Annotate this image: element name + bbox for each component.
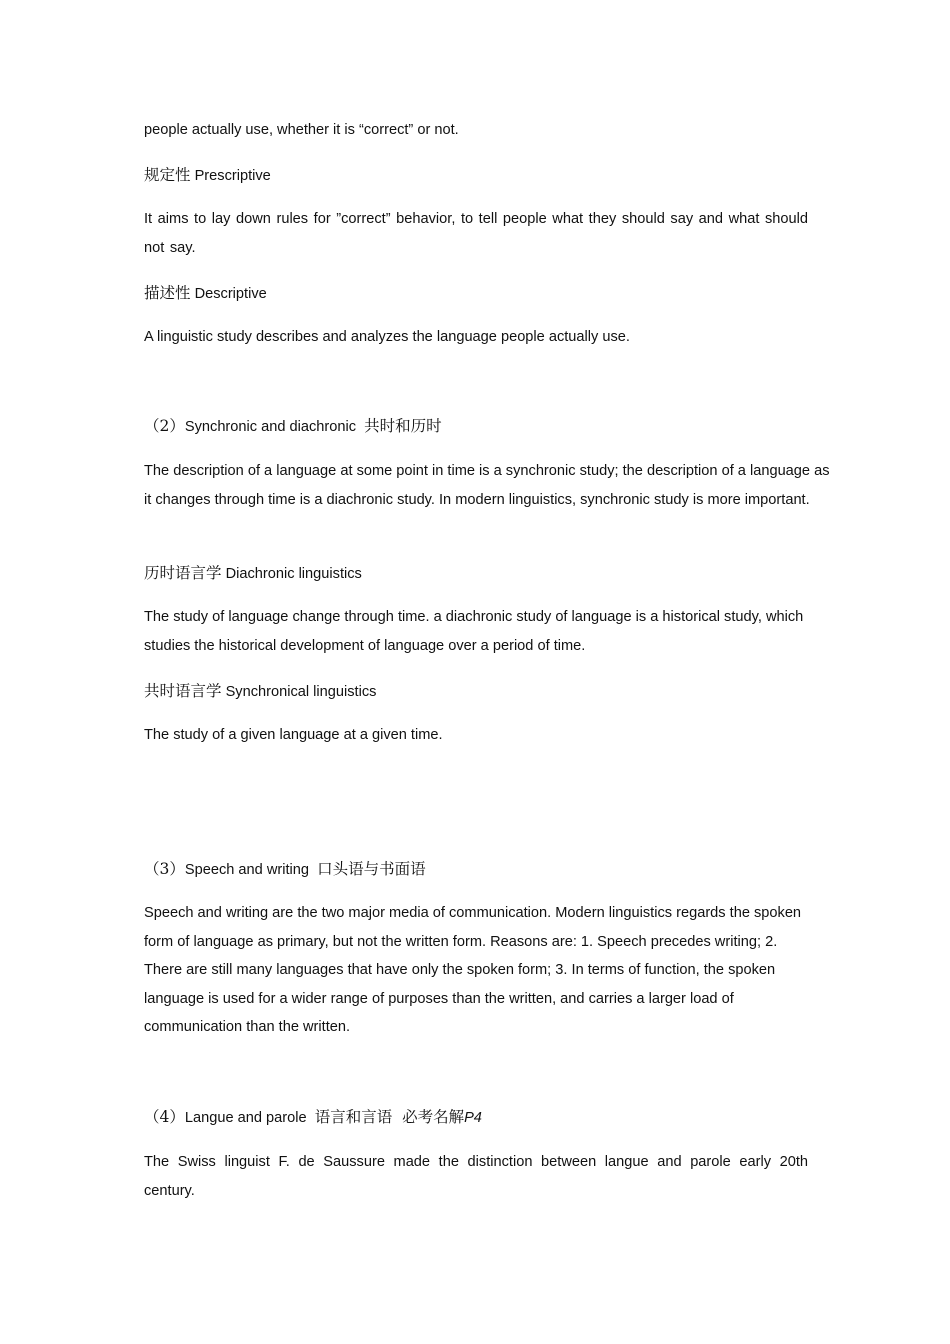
term-heading-synchronical [144, 677, 808, 707]
paragraph-speech-writing: Speech and writing are the two major media of communication. Modern linguistics regards the spoken form of language as primary, but not the written form. Reasons are: 1. Speech precedes writing; 2. There are still many languages that have only the spoken form; 3. In terms of function, the spoken language is used for a wider range of purposes than the written, and carries a larger load of communication than the written. [144, 905, 802, 1036]
term-en: Prescriptive [190, 168, 271, 184]
section-number: （3） [144, 860, 185, 878]
paragraph-synchronical: The study of a given language at a given time. [144, 727, 443, 743]
term-zh: 共时语言学 [144, 682, 222, 700]
term-zh: 规定性 [144, 166, 191, 184]
section-heading-4 [144, 1103, 808, 1133]
paragraph-continuation: people actually use, whether it is “correct” or not. [144, 122, 459, 138]
section-heading-2 [144, 412, 808, 442]
section-title-en: Synchronic and diachronic [184, 419, 365, 435]
term-en: Descriptive [190, 286, 267, 302]
section-number: （4） [144, 1108, 185, 1126]
paragraph-descriptive: A linguistic study describes and analyzes the language people actually use. [144, 329, 630, 345]
term-en: Synchronical linguistics [221, 684, 377, 700]
term-heading-descriptive [144, 279, 808, 309]
term-heading-prescriptive [144, 161, 808, 191]
section-title-zh: 语言和言语 必考名解 [314, 1108, 465, 1126]
term-zh: 描述性 [144, 284, 191, 302]
section-title-en: Langue and parole [184, 1110, 315, 1126]
section-number: （2） [144, 417, 185, 435]
paragraph-langue-parole: The Swiss linguist F. de Saussure made the distinction between langue and parole early 20th century. [144, 1154, 808, 1199]
paragraph-diachronic: The study of language change through time. a diachronic study of language is a historical study, which studies the historical development of language over a period of time. [144, 609, 804, 654]
term-en: Diachronic linguistics [221, 566, 362, 582]
page-reference: P4 [464, 1110, 482, 1126]
section-title-zh: 口头语与书面语 [317, 860, 426, 878]
term-zh: 历时语言学 [144, 564, 222, 582]
term-heading-diachronic [144, 559, 808, 589]
section-heading-3 [144, 855, 808, 885]
paragraph-synchronic-diachronic: The description of a language at some point in time is a synchronic study; the description of a language as it changes through time is a diachronic study. In modern linguistics, synchronic study is more important. [144, 463, 830, 508]
section-title-en: Speech and writing [184, 862, 318, 878]
paragraph-prescriptive: It aims to lay down rules for ”correct” behavior, to tell people what they should say and what should not say. [144, 211, 808, 256]
section-title-zh: 共时和历时 [364, 417, 442, 435]
